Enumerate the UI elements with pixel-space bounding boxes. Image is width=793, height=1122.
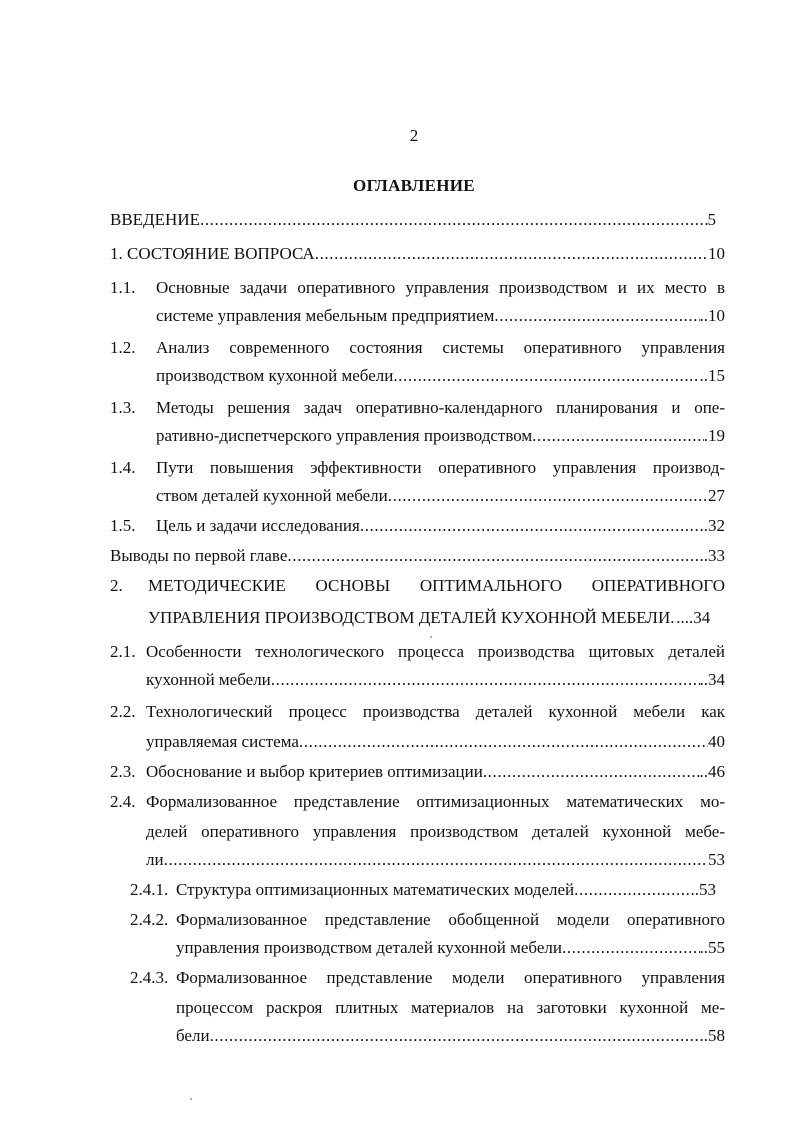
toc-entry-section-2-3[interactable] — [146, 762, 725, 782]
toc-entry-page: .19 — [703, 426, 725, 445]
toc-entry-line[interactable]: Методы решения задач оперативно-календарного планирования и опе- — [156, 398, 725, 417]
toc-entry-line[interactable]: Анализ современного состояния системы оперативного управления — [156, 338, 725, 357]
toc-entry-section-1-2[interactable] — [156, 366, 725, 386]
toc-entry-section-2-4-2[interactable] — [176, 938, 725, 958]
toc-entry-line[interactable]: Основные задачи оперативного управления производством и их место в — [156, 278, 725, 297]
toc-entry-line[interactable]: Особенности технологического процесса производства щитовых деталей — [146, 642, 725, 661]
toc-entry-line[interactable]: Технологический процесс производства деталей кухонной мебели как — [146, 702, 725, 721]
toc-entry-section-2-2[interactable] — [146, 732, 725, 752]
toc-entry-number: 1.3. — [110, 398, 136, 417]
scan-speck — [190, 1098, 192, 1100]
toc-entry-text: кухонной мебели — [146, 670, 271, 689]
toc-entry-text: ством деталей кухонной мебели — [156, 486, 388, 505]
toc-entry-text: Цель и задачи исследования — [156, 516, 360, 535]
toc-entry-introduction[interactable] — [110, 210, 716, 230]
toc-entry-number: 2.4. — [110, 792, 136, 811]
toc-entry-text: бели — [176, 1026, 210, 1045]
toc-entry-number: 1.5. — [110, 516, 136, 535]
toc-entry-page: ..53 — [690, 880, 716, 899]
toc-entry-line[interactable]: Формализованное представление модели оперативного управления — [176, 968, 725, 987]
toc-entry-section-2-4[interactable] — [146, 850, 725, 870]
page-number: 2 — [409, 126, 419, 145]
toc-entry-number: 1.4. — [110, 458, 136, 477]
toc-entry-page: ..10 — [699, 306, 725, 325]
toc-entry-section-2-4-1[interactable] — [176, 880, 716, 900]
toc-entry-page: 53 — [708, 850, 725, 869]
toc-entry-text: ли — [146, 850, 164, 869]
toc-entry-chapter-2[interactable] — [148, 608, 716, 628]
toc-entry-text: Обоснование и выбор критериев оптимизации — [146, 762, 483, 781]
toc-entry-chapter-1[interactable] — [110, 244, 725, 264]
toc-entry-number: 2.4.1. — [130, 880, 169, 899]
toc-title: ОГЛАВЛЕНИЕ — [353, 176, 475, 195]
toc-entry-page: ..34 — [699, 670, 725, 689]
toc-entry-number: 2.4.3. — [130, 968, 169, 987]
toc-entry-text: производством кухонной мебели — [156, 366, 394, 385]
toc-entry-line[interactable]: Пути повышения эффективности оперативного управления производ- — [156, 458, 725, 477]
toc-entry-line[interactable]: Формализованное представление оптимизационных математических мо- — [146, 792, 725, 811]
toc-entry-text: Структура оптимизационных математических моделей — [176, 880, 575, 899]
toc-entry-page: 40 — [708, 732, 725, 751]
toc-entry-line[interactable]: МЕТОДИЧЕСКИЕ ОСНОВЫ ОПТИМАЛЬНОГО ОПЕРАТИВНОГО — [148, 576, 725, 595]
toc-entry-text: УПРАВЛЕНИЯ ПРОИЗВОДСТВОМ ДЕТАЛЕЙ КУХОННОЙ МЕБЕЛИ — [148, 608, 671, 627]
toc-entry-section-2-4-3[interactable] — [176, 1026, 725, 1046]
toc-entry-text: ВВЕДЕНИЕ — [110, 210, 200, 229]
toc-entry-page: ..55 — [699, 938, 725, 957]
toc-entry-number: 2.3. — [110, 762, 136, 781]
toc-entry-text: 1. СОСТОЯНИЕ ВОПРОСА — [110, 244, 315, 263]
toc-entry-section-1-1[interactable] — [156, 306, 725, 326]
toc-entry-number: 1.1. — [110, 278, 136, 297]
toc-entry-page: ..46 — [699, 762, 725, 781]
toc-entry-section-1-5[interactable] — [156, 516, 725, 536]
toc-entry-page: 10 — [708, 244, 725, 263]
toc-entry-page: 27 — [708, 486, 725, 505]
toc-entry-line[interactable]: Формализованное представление обобщенной модели оперативного — [176, 910, 725, 929]
toc-entry-number: 2.2. — [110, 702, 136, 721]
toc-entry-number: 2.1. — [110, 642, 136, 661]
toc-entry-page: ....34 — [676, 608, 711, 627]
toc-entry-number: 1.2. — [110, 338, 136, 357]
toc-entry-page: ..32 — [699, 516, 725, 535]
scan-speck — [430, 636, 432, 638]
toc-entry-section-1-4[interactable] — [156, 486, 725, 506]
toc-entry-text: управления производством деталей кухонной мебели — [176, 938, 562, 957]
toc-entry-text: ративно-диспетчерского управления производством — [156, 426, 533, 445]
toc-entry-page: ..15 — [699, 366, 725, 385]
toc-entry-page: ..33 — [699, 546, 725, 565]
toc-entry-text: управляемая система — [146, 732, 299, 751]
toc-entry-number: 2. — [110, 576, 123, 595]
toc-entry-line[interactable]: делей оперативного управления производством деталей кухонной мебе- — [146, 822, 725, 841]
toc-entry-section-1-3[interactable] — [156, 426, 725, 446]
toc-entry-page: 5 — [707, 210, 716, 229]
toc-entry-text: системе управления мебельным предприятием — [156, 306, 495, 325]
toc-entry-conclusions-1[interactable] — [110, 546, 725, 566]
toc-entry-section-2-1[interactable] — [146, 670, 725, 690]
toc-entry-line[interactable]: процессом раскроя плитных материалов на заготовки кухонной ме- — [176, 998, 725, 1017]
toc-entry-number: 2.4.2. — [130, 910, 169, 929]
toc-entry-page: ..58 — [699, 1026, 725, 1045]
toc-entry-text: Выводы по первой главе — [110, 546, 288, 565]
